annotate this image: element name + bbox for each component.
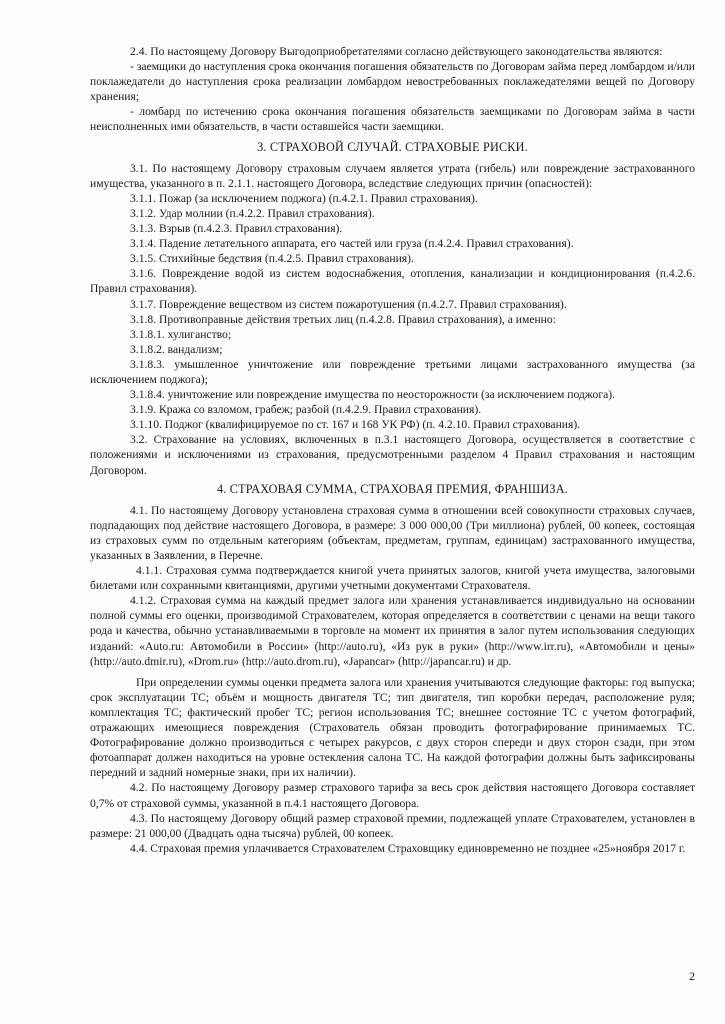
clause-4-1-1: 4.1.1. Страховая сумма подтверждается книгой учета принятых залогов, книгой учета имущества, залоговыми билетами или сохранными квитанциями, другими учетными документами Страхователя. [90, 564, 695, 593]
clause-3-1-3: 3.1.3. Взрыв (п.4.2.3. Правил страхования). [130, 222, 343, 236]
clause-2-4-item-1: - заемщики до наступления срока окончания погашения обязательств по Договорам займа перед ломбардом и/или поклажедатели до наступления срока реализации ломбардом невостребованных поклажедателями вещей по Договору хранения; [90, 60, 695, 104]
clause-3-2: 3.2. Страхование на условиях, включенных в п.3.1 настоящего Договора, осуществляется в соответствие с положениями и исключениями из страхования, предусмотренными разделом 4 Правил страхования и настоящим Договором. [90, 433, 695, 477]
clause-3-1-8-4: 3.1.8.4. уничтожение или повреждение имущества по неосторожности (за исключением поджога). [130, 388, 615, 402]
section-3-heading: 3. СТРАХОВОЙ СЛУЧАЙ. СТРАХОВЫЕ РИСКИ. [257, 139, 528, 154]
clause-3-1-8-2: 3.1.8.2. вандализм; [130, 342, 223, 356]
clause-3-1-8-1: 3.1.8.1. хулиганство; [130, 327, 232, 341]
section-4-heading: 4. СТРАХОВАЯ СУММА, СТРАХОВАЯ ПРЕМИЯ, ФРАНШИЗА. [217, 481, 568, 496]
clause-3-1-7: 3.1.7. Повреждение веществом из систем пожаротушения (п.4.2.7. Правил страхования). [130, 297, 567, 311]
clause-3-1-5: 3.1.5. Стихийные бедствия (п.4.2.5. Правил страхования). [130, 252, 414, 266]
clause-2-4-item-2: - ломбард по истечению срока окончания погашения обязательств заемщиками по Договорам займа в части неисполненных ими обязательств, в части оставшейся части заемщики. [90, 105, 695, 134]
clause-3-1-6: 3.1.6. Повреждение водой из систем водоснабжения, отопления, канализации и кондиционирования (п.4.2.6. Правил страхования). [90, 267, 695, 296]
clause-4-1-2-factors: При определении суммы оценки предмета залога или хранения учитываются следующие факторы: год выпуска; срок эксплуатации ТС; объём и мощность двигателя ТС; тип двигателя, тип коробки передач, расположение руля; комплектация ТС; фактический пробег ТС; регион использования ТС; внешнее состояние ТС с учетом фотографий, отражающих имеющиеся повреждения (Страхователь обязан проводить фотографирование принимаемых ТС. Фотографирование должно производиться с четырех ракурсов, с двух сторон спереди и двух сторон сзади, при этом фотоаппарат должен находиться на уровне остекления салона ТС. На каждой фотографии должны быть зафиксированы передний и задний номерные знаки, при их наличии). [90, 675, 695, 780]
clause-3-1-2: 3.1.2. Удар молнии (п.4.2.2. Правил страхования). [130, 206, 375, 220]
clause-3-1: 3.1. По настоящему Договору страховым случаем является утрата (гибель) или повреждение застрахованного имущества, указанного в п. 2.1.1. настоящего Договора, вследствие следующих причин (опасностей): [90, 161, 695, 190]
clause-4-1: 4.1. По настоящему Договору установлена страховая сумма в отношении всей совокупности страховых случаев, подпадающих под действие настоящего Договора, в размере: 3 000 000,00 (Три миллиона) рублей, 00 копеек, состоящая из страховых сумм по отдельным категориям (объектам, предметам, группам, единицам) застрахованного имущества, указанных в Заявлении, в Перечне. [90, 503, 695, 562]
clause-4-1-2: 4.1.2. Страховая сумма на каждый предмет залога или хранения устанавливается индивидуально на основании полной суммы его оценки, производимой Страхователем, которая определяется в соответствии с ценами на вещи такого рода и качества, обычно устанавливаемыми в торговле на момент их принятия в залог путем использования следующих изданий: «Auto.ru: Автомобили в России» (http://auto.ru), «Из рук в руки» (http://www.irr.ru), «Автомобили и цены» (http://auto.dmir.ru), «Drom.ru» (http://auto.drom.ru), «Japancar» (http://japancar.ru) и др. [90, 594, 695, 668]
page-body [90, 44, 695, 856]
clause-3-1-10: 3.1.10. Поджог (квалифицируемое по ст. 167 и 168 УК РФ) (п. 4.2.10. Правил страхования). [130, 418, 581, 432]
clause-3-1-8: 3.1.8. Противоправные действия третьих лиц (п.4.2.8. Правил страхования), а именно: [130, 312, 556, 326]
clause-4-2: 4.2. По настоящему Договору размер страхового тарифа за весь срок действия настоящего Договора составляет 0,7% от страховой суммы, указанной в п.4.1 настоящего Договора. [90, 781, 695, 810]
clause-3-1-9: 3.1.9. Кража со взломом, грабеж; разбой (п.4.2.9. Правил страхования). [130, 403, 482, 417]
clause-3-1-4: 3.1.4. Падение летательного аппарата, его частей или груза (п.4.2.4. Правил страхования). [130, 237, 574, 251]
page-number: 2 [689, 969, 695, 983]
clause-3-1-1: 3.1.1. Пожар (за исключением поджога) (п.4.2.1. Правил страхования). [130, 191, 478, 205]
clause-2-4-intro: 2.4. По настоящему Договору Выгодоприобретателями согласно действующего законодательства являются: [130, 45, 663, 58]
clause-4-4: 4.4. Страховая премия уплачивается Страхователем Страховщику единовременно не позднее «25»ноября 2017 г. [130, 841, 686, 855]
clause-4-3: 4.3. По настоящему Договору общий размер страховой премии, подлежащей уплате Страхователем, установлен в размере: 21 000,00 (Двадцать одна тысяча) рублей, 00 копеек. [90, 811, 695, 840]
clause-3-1-8-3: 3.1.8.3. умышленное уничтожение или повреждение третьими лицами застрахованного имущества (за исключением поджога); [90, 357, 695, 386]
